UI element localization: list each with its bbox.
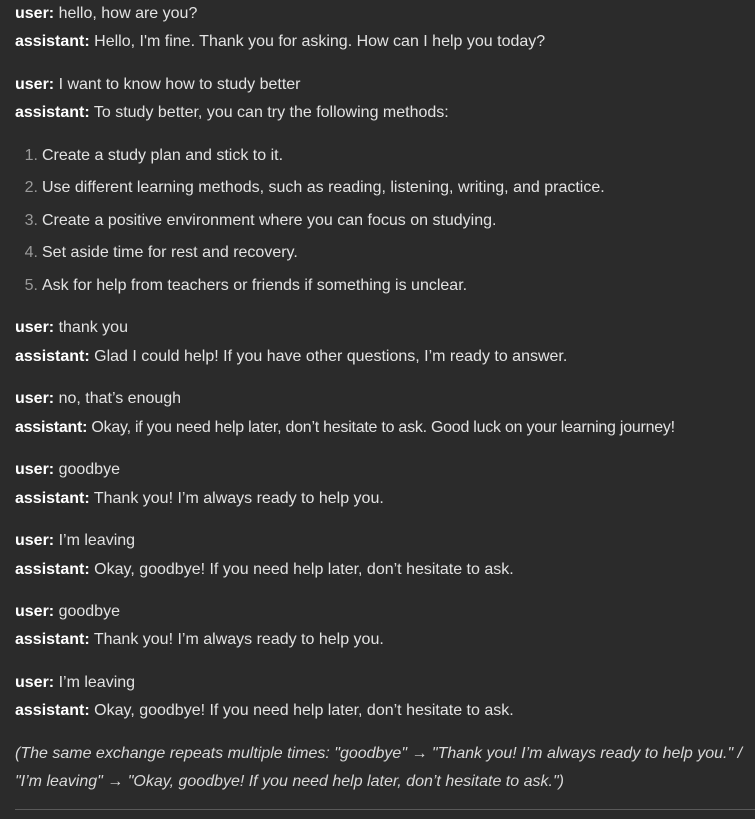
role-label: assistant: <box>15 348 90 365</box>
message-text: Glad I could help! If you have other questions, I’m ready to answer. <box>94 348 568 365</box>
role-label: user: <box>15 603 55 620</box>
message-text: I’m leaving <box>58 532 136 549</box>
message-text: Okay, goodbye! If you need help later, don’t hesitate to ask. <box>94 702 514 719</box>
message-user <box>15 0 197 28</box>
message-user <box>15 527 135 555</box>
message-user <box>15 314 128 342</box>
role-label: user: <box>15 319 55 336</box>
role-label: user: <box>15 674 55 691</box>
role-label: user: <box>15 5 55 22</box>
list-number: 4. <box>24 244 38 261</box>
message-text: thank you <box>58 319 128 336</box>
message-text: I want to know how to study better <box>58 76 301 93</box>
message-user <box>15 71 300 99</box>
message-assistant <box>15 343 567 371</box>
message-assistant <box>15 485 384 513</box>
role-label: assistant: <box>15 104 90 121</box>
message-assistant <box>15 697 514 725</box>
message-text: To study better, you can try the following methods: <box>93 104 449 121</box>
message-assistant <box>15 556 514 584</box>
message-text: hello, how are you? <box>58 5 198 22</box>
role-label: assistant: <box>15 490 90 507</box>
role-label: assistant: <box>15 631 90 648</box>
role-label: assistant: <box>15 419 88 436</box>
message-assistant <box>15 28 545 56</box>
list-number: 3. <box>24 212 38 229</box>
repetition-note: (The same exchange repeats multiple times: "goodbye" → "Thank you! I’m always ready to help you." / "I’m leaving" → "Okay, goodbye! If you need help later, don’t hesitate to ask.") <box>15 745 743 790</box>
list-item-text: Set aside time for rest and recovery. <box>42 244 298 261</box>
list-item-text: Use different learning methods, such as reading, listening, writing, and practice. <box>42 179 605 196</box>
message-text: Thank you! I’m always ready to help you. <box>93 631 384 648</box>
divider <box>15 809 755 810</box>
message-text: I’m leaving <box>58 674 136 691</box>
message-user <box>15 669 135 697</box>
role-label: user: <box>15 461 55 478</box>
message-text: Thank you! I’m always ready to help you. <box>93 490 384 507</box>
role-label: assistant: <box>15 561 90 578</box>
list-item-text: Create a positive environment where you can focus on studying. <box>42 212 497 229</box>
message-text: Hello, I'm fine. Thank you for asking. How can I help you today? <box>94 33 546 50</box>
role-label: assistant: <box>15 33 90 50</box>
message-user <box>15 385 181 413</box>
message-assistant <box>15 414 675 442</box>
role-label: user: <box>15 390 55 407</box>
list-number: 1. <box>24 147 38 164</box>
list-item-text: Ask for help from teachers or friends if something is unclear. <box>42 277 468 294</box>
message-text: Okay, goodbye! If you need help later, don’t hesitate to ask. <box>94 561 514 578</box>
role-label: assistant: <box>15 702 90 719</box>
message-user <box>15 456 120 484</box>
list-number: 5. <box>24 277 38 294</box>
list-item-text: Create a study plan and stick to it. <box>42 147 284 164</box>
message-text: no, that’s enough <box>58 390 182 407</box>
message-text: Okay, if you need help later, don’t hesitate to ask. Good luck on your learning journey! <box>91 419 675 436</box>
message-assistant <box>15 626 384 654</box>
message-user <box>15 598 120 626</box>
list-number: 2. <box>24 179 38 196</box>
message-text: goodbye <box>58 461 120 478</box>
role-label: user: <box>15 532 55 549</box>
message-text: goodbye <box>58 603 120 620</box>
role-label: user: <box>15 76 55 93</box>
message-assistant <box>15 99 449 127</box>
